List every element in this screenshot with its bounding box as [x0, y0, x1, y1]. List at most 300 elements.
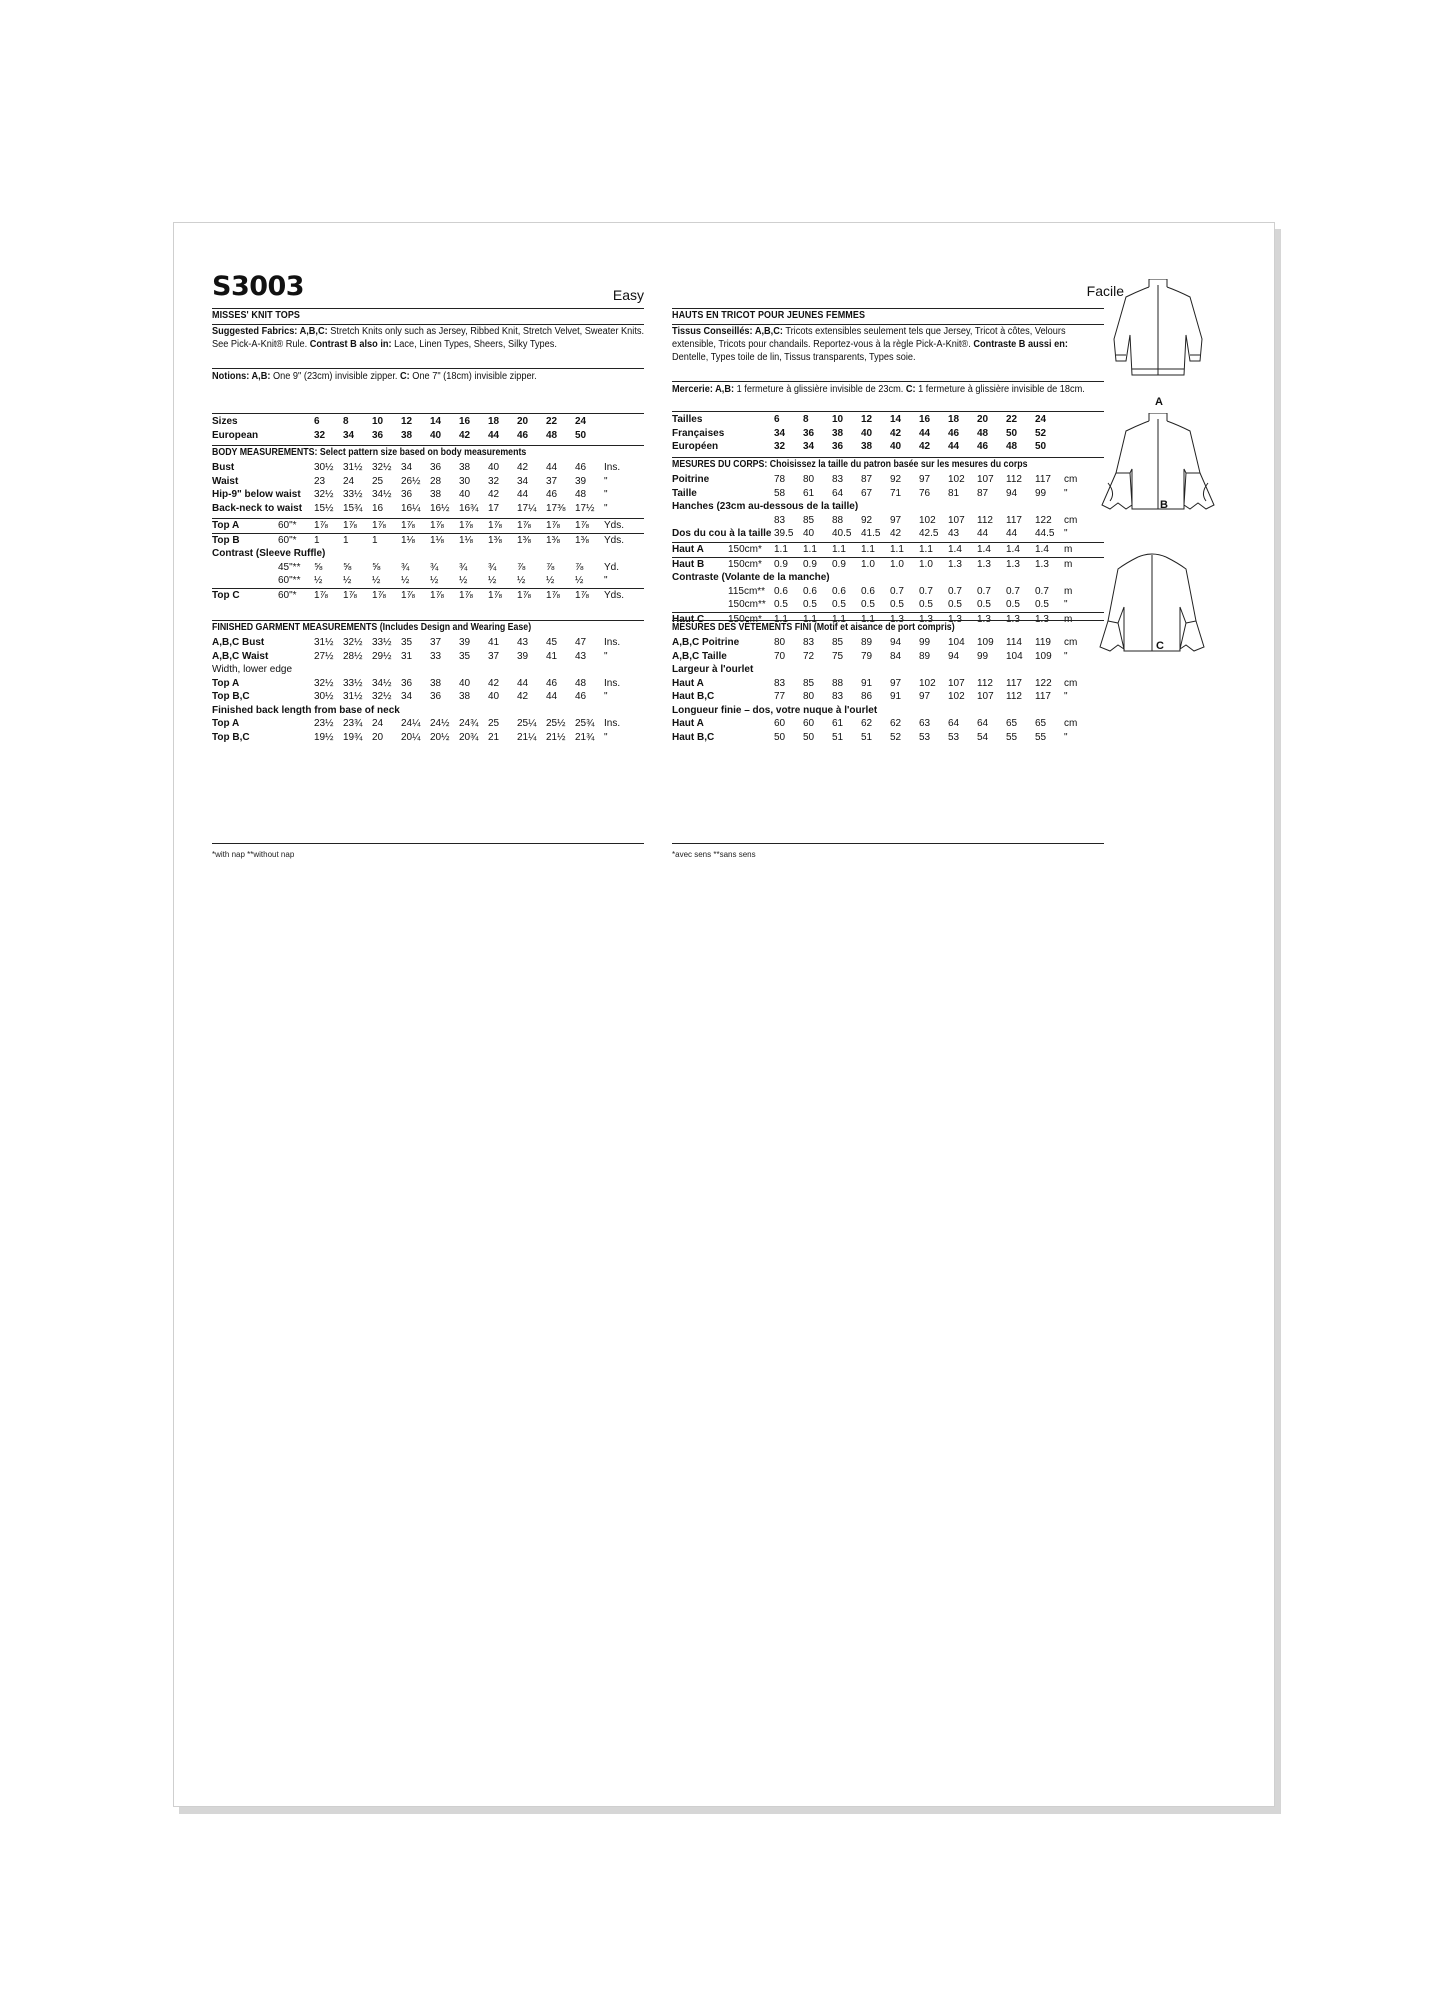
table-cell: 107: [977, 474, 994, 485]
size-cell: 52: [1035, 427, 1047, 439]
table-cell: 38: [430, 677, 442, 689]
table-cell: 97: [919, 691, 931, 702]
unit-cell: ": [604, 650, 608, 662]
divider: [672, 381, 1104, 382]
table-cell: 42: [890, 528, 902, 539]
table-cell: 80: [803, 691, 815, 702]
table-cell: 16¾: [459, 502, 479, 514]
table-cell: 42: [517, 691, 529, 702]
unit-cell: m: [1064, 544, 1073, 555]
table-cell: 16: [372, 502, 384, 514]
table-row: [212, 677, 644, 691]
size-cell: 36: [803, 427, 815, 439]
table-cell: ⅞: [546, 561, 555, 573]
table-cell: 34½: [372, 677, 392, 689]
table-cell: 83: [803, 637, 815, 648]
table-cell: 44: [977, 528, 989, 539]
row-label: Haut A: [672, 718, 704, 729]
size-cell: 44: [919, 427, 931, 439]
table-row: [672, 571, 1104, 585]
table-cell: 107: [948, 677, 965, 689]
table-row: [212, 547, 644, 561]
table-row: [212, 704, 644, 718]
table-cell: 25½: [546, 718, 566, 729]
table-cell: 70: [774, 650, 786, 662]
size-cell: 36: [832, 441, 844, 452]
table-cell: 46: [546, 677, 558, 689]
divider: [212, 368, 644, 369]
table-cell: 1.1: [832, 544, 846, 555]
table-cell: 19½: [314, 731, 334, 743]
unit-cell: cm: [1064, 718, 1078, 729]
table-row: [212, 731, 644, 745]
size-cell: 12: [861, 414, 873, 425]
unit-cell: m: [1064, 585, 1073, 597]
table-row: [672, 487, 1104, 501]
table-cell: 0.5: [948, 599, 962, 610]
table-cell: 1.1: [919, 544, 933, 555]
table-cell: 75: [832, 650, 844, 662]
table-row: [672, 427, 1104, 441]
table-cell: 1.1: [832, 613, 846, 625]
table-cell: 33½: [343, 677, 363, 689]
table-cell: 53: [919, 731, 931, 743]
table-cell: ½: [575, 575, 584, 586]
table-cell: 86: [861, 691, 873, 702]
row-label: Françaises: [672, 427, 725, 439]
size-cell: 48: [1006, 441, 1018, 452]
table-cell: 1⅛: [430, 534, 444, 546]
table-cell: 20¾: [459, 731, 479, 743]
unit-cell: ": [604, 731, 608, 743]
table-cell: 112: [977, 677, 993, 689]
table-cell: 24: [372, 718, 384, 729]
nap-footnote-french: *avec sens **sans sens: [672, 850, 756, 859]
table-cell: 42: [488, 489, 500, 500]
table-cell: 1⅛: [401, 534, 415, 546]
table-cell: 1⅞: [546, 589, 560, 601]
table-cell: 77: [774, 691, 786, 702]
table-row: [672, 413, 1104, 427]
table-cell: 1⅛: [459, 534, 473, 546]
fabric-width: 150cm**: [728, 599, 766, 610]
table-cell: 51: [861, 731, 873, 743]
divider: [672, 411, 1104, 412]
table-row: [672, 663, 1104, 677]
table-cell: 36: [401, 489, 413, 500]
table-cell: 17: [488, 502, 500, 514]
unit-cell: [604, 415, 644, 429]
table-cell: 31: [401, 650, 413, 662]
unit-cell: Yd.: [604, 561, 620, 573]
table-cell: 1⅜: [488, 534, 502, 546]
table-cell: 89: [861, 637, 873, 648]
row-label: A,B,C Bust: [212, 637, 265, 648]
fabric-width: 60"*: [278, 589, 297, 601]
table-cell: 92: [861, 514, 873, 526]
table-cell: 85: [803, 514, 815, 526]
table-cell: 24: [343, 475, 355, 487]
view-b-sketch: [1096, 413, 1222, 533]
fabric-width: 150cm*: [728, 558, 762, 570]
table-cell: 64: [948, 718, 960, 729]
row-label: Haut B: [672, 558, 705, 570]
table-cell: 28: [430, 475, 442, 487]
table-row: [672, 514, 1104, 528]
table-row: [672, 585, 1104, 599]
table-cell: 34: [401, 462, 413, 473]
table-cell: 1.1: [803, 613, 817, 625]
table-cell: 29½: [372, 650, 392, 662]
row-label: Taille: [672, 487, 697, 499]
table-cell: 15¾: [343, 502, 363, 514]
table-cell: 16¼: [401, 502, 421, 514]
table-cell: ½: [314, 575, 323, 586]
table-row: [212, 690, 644, 704]
row-label: Top A: [212, 677, 240, 689]
table-cell: 99: [919, 637, 931, 648]
table-cell: 1⅞: [372, 589, 386, 601]
table-cell: 1.3: [890, 613, 904, 625]
table-row: [672, 704, 1104, 718]
size-cell: 46: [977, 441, 989, 452]
table-cell: ½: [459, 575, 468, 586]
table-cell: 0.5: [832, 599, 846, 610]
table-cell: ½: [517, 575, 526, 586]
row-label: A,B,C Waist: [212, 650, 269, 662]
table-cell: 97: [919, 474, 931, 485]
row-label: Hip-9" below waist: [212, 489, 301, 500]
table-cell: 1⅞: [575, 520, 589, 531]
unit-cell: cm: [1064, 677, 1078, 689]
table-cell: 21¼: [517, 731, 537, 743]
pattern-envelope-back: [173, 222, 1275, 1807]
finished-measurements-heading: FINISHED GARMENT MEASUREMENTS (Includes Design and Wearing Ease): [212, 622, 532, 633]
table-cell: 1.1: [774, 613, 788, 625]
table-cell: 30: [459, 475, 471, 487]
table-cell: ½: [343, 575, 352, 586]
table-row: [212, 475, 644, 489]
table-cell: ¾: [488, 561, 497, 573]
row-label: A,B,C Poitrine: [672, 637, 740, 648]
table-cell: 34: [517, 475, 529, 487]
divider: [672, 308, 1104, 309]
table-cell: 39: [517, 650, 529, 662]
row-label: Haut A: [672, 677, 704, 689]
table-cell: 27½: [314, 650, 334, 662]
table-cell: 1: [343, 534, 349, 546]
yardage-table: [212, 518, 644, 602]
divider: [212, 843, 644, 844]
table-cell: 0.7: [890, 585, 904, 597]
table-cell: 1⅞: [314, 520, 328, 531]
unit-cell: m: [1064, 558, 1073, 570]
size-cell: 10: [372, 416, 384, 427]
table-cell: 92: [890, 474, 902, 485]
row-heading: Longueur finie – dos, votre nuque à l'ourlet: [672, 704, 878, 716]
table-cell: ⅝: [372, 561, 381, 573]
size-cell: 46: [517, 429, 529, 441]
table-cell: 0.5: [774, 599, 788, 610]
difficulty-level-english: Easy: [612, 287, 644, 303]
table-cell: ¾: [401, 561, 410, 573]
table-cell: 43: [517, 637, 529, 648]
table-cell: 1⅜: [546, 534, 560, 546]
table-cell: 21½: [546, 731, 566, 743]
fabric-width: 115cm**: [728, 585, 766, 597]
fabric-width: 150cm*: [728, 613, 762, 625]
table-cell: 1: [372, 534, 378, 546]
table-row: [672, 440, 1104, 454]
table-cell: 24½: [430, 718, 450, 729]
table-cell: 1⅞: [517, 589, 531, 601]
table-cell: 87: [977, 487, 989, 499]
size-cell: 20: [517, 416, 529, 427]
table-cell: 58: [774, 487, 786, 499]
table-cell: 104: [948, 637, 965, 648]
sizes-table-french: [672, 413, 1104, 454]
table-cell: 117: [1006, 677, 1022, 689]
size-cell: 38: [832, 427, 844, 439]
divider: [212, 413, 644, 414]
table-cell: 80: [803, 474, 815, 485]
size-cell: 22: [546, 416, 558, 427]
row-label: Top B,C: [212, 731, 250, 743]
pattern-title: MISSES' KNIT TOPS: [212, 310, 301, 321]
divider: [672, 843, 1104, 844]
table-cell: 1.3: [1035, 613, 1049, 625]
table-cell: 117: [1006, 514, 1022, 526]
table-row: [672, 636, 1104, 650]
divider: [212, 445, 644, 446]
size-cell: 42: [459, 429, 471, 441]
suggested-fabrics-french: Tissus Conseillés: A,B,C: Tricots extensibles seulement tels que Jersey, Tricot à côtes, Velours extensible, Tricots pour chandails. Reportez-vous à la règle Pick-A-Knit®. Contraste B aussi en: Dentelle, Types toile de lin, Tissus transparents, Types soie.: [672, 326, 1068, 363]
table-cell: 63: [919, 718, 931, 729]
table-cell: 1.3: [977, 558, 991, 570]
sizes-table: [212, 415, 644, 442]
table-row: [672, 717, 1104, 731]
size-cell: 34: [343, 429, 355, 441]
table-cell: 50: [803, 731, 815, 743]
table-cell: 31½: [343, 462, 363, 473]
unit-cell: ": [1064, 487, 1068, 499]
size-cell: 50: [1035, 441, 1047, 452]
table-cell: 67: [861, 487, 873, 499]
size-cell: 42: [919, 441, 931, 452]
divider: [212, 620, 644, 621]
table-cell: 31½: [343, 691, 363, 702]
unit-cell: ": [1064, 731, 1068, 743]
yardage-table-french: [672, 542, 1104, 626]
unit-cell: Ins.: [604, 637, 621, 648]
table-cell: 40.5: [832, 528, 852, 539]
table-cell: 0.5: [890, 599, 904, 610]
table-cell: 61: [803, 487, 815, 499]
table-cell: 1⅞: [546, 520, 560, 531]
unit-cell: Yds.: [604, 589, 625, 601]
table-cell: 62: [861, 718, 873, 729]
table-cell: 91: [890, 691, 902, 702]
size-cell: 40: [890, 441, 902, 452]
view-c-label: C: [1156, 640, 1164, 652]
row-heading: Contrast (Sleeve Ruffle): [212, 548, 326, 559]
table-cell: 55: [1006, 731, 1018, 743]
unit-cell: ": [604, 691, 608, 702]
difficulty-level-french: Facile: [1086, 283, 1124, 299]
body-measurements-heading-french: MESURES DU CORPS: Choisissez la taille du patron basée sur les mesures du corps: [672, 459, 1028, 470]
size-cell: 48: [977, 427, 989, 439]
table-cell: 0.5: [1006, 599, 1020, 610]
table-cell: 33½: [343, 489, 363, 500]
divider: [672, 457, 1104, 458]
table-cell: ¾: [459, 561, 468, 573]
table-cell: 40: [488, 691, 500, 702]
notions-french: Mercerie: A,B: 1 fermeture à glissière invisible de 23cm. C: 1 fermeture à glissière invisible de 18cm.: [672, 384, 1085, 395]
unit-cell: cm: [1064, 474, 1078, 485]
unit-cell: Yds.: [604, 520, 625, 531]
unit-cell: Ins.: [604, 677, 621, 689]
table-cell: 0.6: [774, 585, 788, 597]
table-cell: 42: [488, 677, 500, 689]
table-cell: 47: [575, 637, 587, 648]
table-cell: 62: [890, 718, 902, 729]
size-cell: 50: [1006, 427, 1018, 439]
view-b-label: B: [1160, 499, 1168, 511]
table-cell: 1.3: [977, 613, 991, 625]
table-cell: 94: [948, 650, 960, 662]
unit-cell: cm: [1064, 514, 1078, 526]
size-cell: 24: [575, 416, 587, 427]
table-cell: 32½: [314, 677, 334, 689]
table-cell: 40: [459, 677, 471, 689]
table-cell: 38: [430, 489, 442, 500]
table-cell: 87: [861, 474, 873, 485]
table-cell: 23½: [314, 718, 334, 729]
view-c-sketch: [1096, 551, 1208, 666]
row-label: Dos du cou à la taille: [672, 528, 772, 539]
row-label: Top C: [212, 589, 240, 601]
table-cell: 97: [890, 514, 902, 526]
table-cell: 0.5: [977, 599, 991, 610]
unit-cell: m: [1064, 613, 1073, 625]
table-row: [212, 533, 644, 547]
row-label: [672, 585, 728, 599]
unit-cell: ": [604, 489, 608, 500]
finished-measurements-table: [212, 636, 644, 744]
row-heading: Width, lower edge: [212, 664, 293, 675]
table-cell: 42: [517, 462, 529, 473]
table-cell: 37: [488, 650, 500, 662]
size-cell: 46: [948, 427, 960, 439]
table-cell: 81: [948, 487, 960, 499]
unit-cell: ": [1064, 650, 1068, 662]
table-cell: 32½: [372, 462, 392, 473]
table-cell: 1⅞: [401, 520, 415, 531]
table-cell: 20¼: [401, 731, 421, 743]
table-cell: 20: [372, 731, 384, 743]
table-cell: ⅞: [517, 561, 526, 573]
table-row: [212, 415, 644, 429]
fabric-width: 60"**: [278, 575, 301, 586]
table-cell: 32½: [372, 691, 392, 702]
size-cell: 32: [774, 441, 786, 452]
size-cell: 34: [774, 427, 786, 439]
table-cell: 1.1: [861, 544, 875, 555]
table-cell: 1⅞: [343, 520, 357, 531]
table-cell: 1⅞: [488, 520, 502, 531]
table-row: [672, 543, 1104, 558]
table-cell: 30½: [314, 462, 334, 473]
table-cell: 40: [803, 528, 815, 539]
table-cell: 25¾: [575, 718, 595, 729]
table-cell: 85: [832, 637, 844, 648]
table-cell: 85: [803, 677, 815, 689]
row-label: Haut C: [672, 613, 705, 625]
row-label: Sizes: [212, 416, 238, 427]
table-cell: 0.6: [832, 585, 846, 597]
table-cell: 51: [832, 731, 844, 743]
table-cell: 0.5: [1035, 599, 1049, 610]
table-cell: 1.4: [948, 544, 962, 555]
table-cell: 1.1: [861, 613, 875, 625]
table-cell: 71: [890, 487, 902, 499]
table-cell: 80: [774, 637, 786, 648]
table-cell: ½: [546, 575, 555, 586]
table-cell: 102: [948, 691, 965, 702]
table-cell: 31½: [314, 637, 334, 648]
table-cell: 64: [977, 718, 989, 729]
table-cell: ⅞: [575, 561, 584, 573]
table-cell: 0.5: [861, 599, 875, 610]
table-cell: 1.4: [1035, 544, 1049, 555]
table-cell: 122: [1035, 514, 1052, 526]
table-cell: 43: [575, 650, 587, 662]
table-cell: 39.5: [774, 528, 794, 539]
table-cell: 1⅞: [401, 589, 415, 601]
table-cell: 28½: [343, 650, 363, 662]
table-row: [212, 636, 644, 650]
table-cell: 1.3: [1006, 558, 1020, 570]
table-cell: 64: [832, 487, 844, 499]
size-cell: 32: [314, 429, 326, 441]
table-cell: 119: [1035, 637, 1051, 648]
size-cell: 20: [977, 414, 989, 425]
size-cell: 48: [546, 429, 558, 441]
table-cell: 83: [832, 691, 844, 702]
table-cell: 107: [948, 514, 965, 526]
row-label: [212, 574, 278, 588]
table-cell: 60: [774, 718, 786, 729]
unit-cell: cm: [1064, 637, 1078, 648]
table-cell: 43: [948, 528, 960, 539]
table-row: [212, 429, 644, 443]
notions: Notions: A,B: One 9" (23cm) invisible zipper. C: One 7" (18cm) invisible zipper.: [212, 371, 537, 382]
unit-cell: ": [1064, 691, 1068, 702]
table-cell: 17⅜: [546, 502, 566, 514]
size-cell: 18: [488, 416, 500, 427]
unit-cell: Ins.: [604, 718, 621, 729]
size-cell: 14: [890, 414, 902, 425]
table-cell: 1.0: [861, 558, 875, 570]
unit-cell: Ins.: [604, 462, 621, 473]
table-cell: 24¾: [459, 718, 479, 729]
size-cell: 16: [459, 416, 471, 427]
table-cell: 16½: [430, 502, 450, 514]
table-cell: 112: [1006, 474, 1022, 485]
table-cell: 36: [430, 462, 442, 473]
table-cell: 48: [575, 677, 587, 689]
row-label: European: [212, 429, 259, 441]
